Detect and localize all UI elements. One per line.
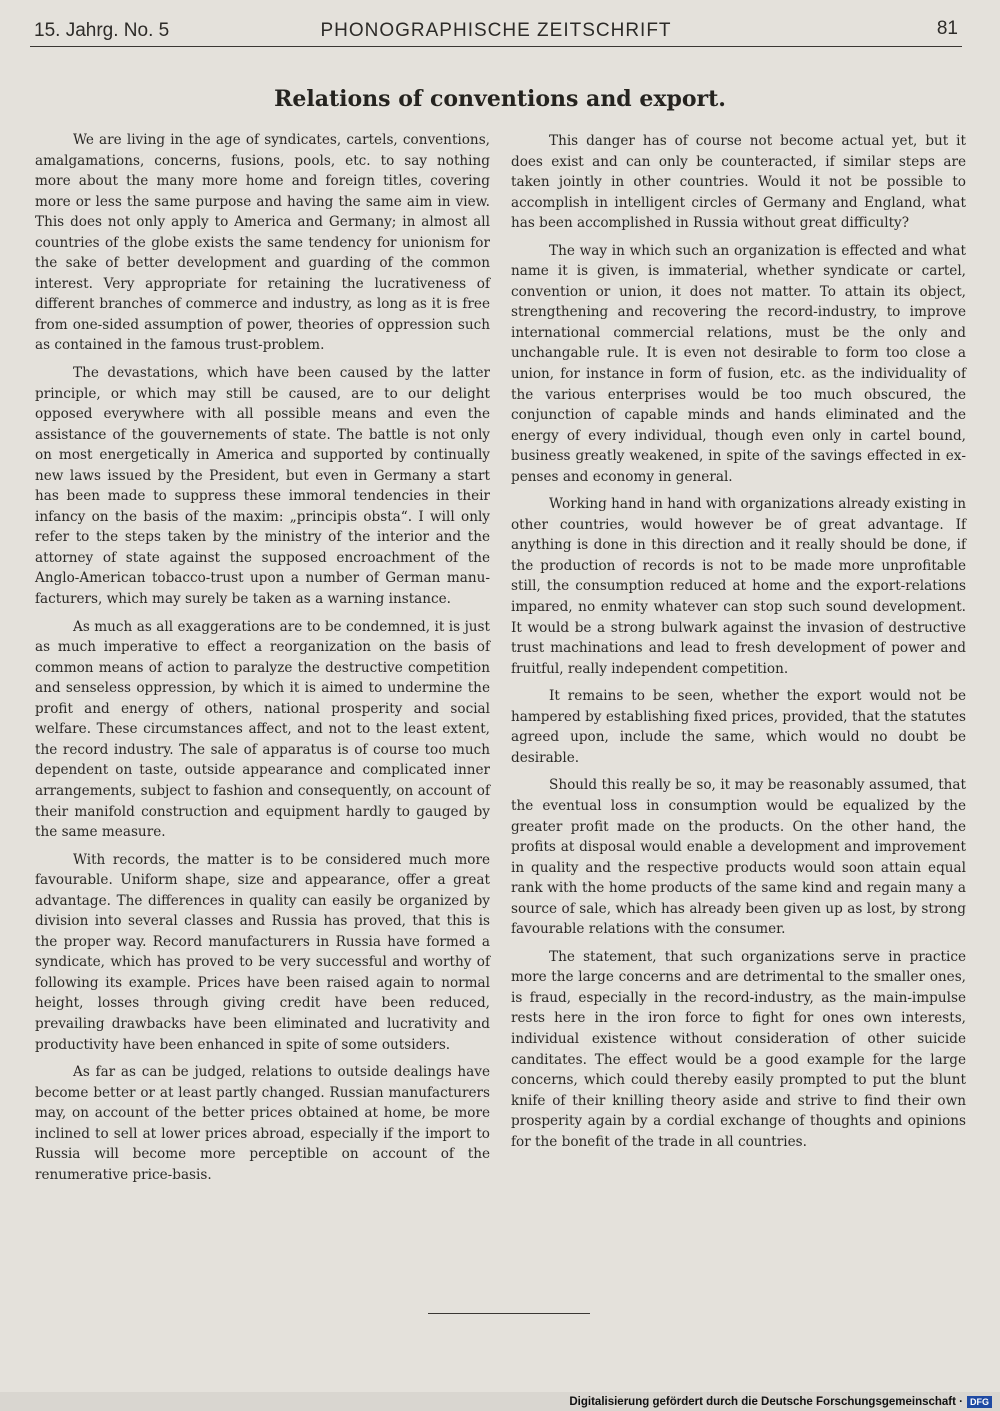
page-header: [30, 18, 962, 47]
page-number: 81: [936, 18, 958, 39]
paragraph: It remains to be seen, whether the export would not be hampered by establishing fixed prices, provided, that the statutes agreed upon, include the same, which would no doubt be desirable.: [511, 688, 966, 766]
paragraph: The way in which such an organization is effected and what name it is given, is immaterial, whether syndicate or cartel, convention or union, it does not matter. To attain its object, strengthening and recovering the record-industry, to improve international commercial relations, must be the only and unchangable rule. It is even not desirable to form too close a union, for instance in form of fusion, etc. as the individuality of the various enterprises would be too much obscured, the conjunction of capable minds and hands eliminated and the energy of every individual, though even only in cartel bound, business greatly weakened, in spite of the savings effected in expenses and economy in general.: [511, 242, 966, 485]
paragraph: This danger has of course not become actual yet, but it does exist and can only be counteracted, if similar steps are taken jointly in other countries. Would it not be possible to accomplish in intelligent circles of Germany and England, what has been accomplished in Russia without great difficulty?: [511, 133, 966, 232]
paragraph: The statement, that such organizations serve in practice more the large concerns and are detrimental to the smaller ones, is fraud, especially in the record-industry, as the main-impulse rests here in the iron force to fight for ones own interests, individual existence without consideration of other suicide canditates. The effect would be a good example for the large concerns, which could thereby easily prompted to put the blunt knife of their knilling theory aside and strive to find their own prosperity again by a cordial exchange of thoughts and opinions for the bonefit of the trade in all countries.: [511, 948, 966, 1150]
paragraph: With records, the matter is to be considered much more favourable. Uniform shape, size and appearance, offer a great advantage. The differences in quality can easily be organized by division into several classes and Russia has proved, that this is the proper way. Record manufacturers in Russia have formed a syndicate, which has proved to be very successful and worthy of following its example. Prices have been raised again to normal height, losses through giving credit have been reduced, prevailing drawbacks have been eliminated and lucrativity and productivity have been enhanced in spite of some outsiders.: [35, 851, 490, 1053]
article-title: Relations of conventions and export.: [274, 86, 726, 112]
paragraph: Working hand in hand with organizations already existing in other countries, would however be of great advantage. If anything is done in this direction and it really should be done, if the production of records is not to be made more unprofitable still, the consumption reduced at home and the export-relations impared, no enmity whatever can stop such sound development. It would be a strong bulwark against the invasion of destructive trust machinations and lead to fresh development of power and fruitful, really independent competition.: [511, 496, 966, 677]
paragraph: As much as all exaggerations are to be condemned, it is just as much imperative to effect a reorganization on the basis of common means of action to paralyze the destructive competition and senseless oppression, by which it is aimed to undermine the profit and energy of others, national prosperity and social welfare. These circumstances affect, and not to the least extent, the record industry. The sale of apparatus is of course too much dependent on taste, outside appearance and complicated inner arrangements, subject to fashion and consequently, on account of their manifold construction and equipment hardly to gauged by the same measure.: [35, 618, 490, 841]
paragraph: As far as can be judged, relations to outside dealings have become better or at least partly changed. Russian manufacturers may, on account of the better prices obtained at home, be more inclined to sell at lower prices abroad, especially if the import to Russia will become more perceptible on account of the renumerative price-basis.: [35, 1064, 490, 1183]
paragraph: We are living in the age of syndicates, cartels, conventions, amalgamations, concerns, fusions, pools, etc. to say nothing more about the many more home and foreign titles, covering more or less the same purpose and having the same aim in view. This does not only apply to America and Germany; in almost all countries of the globe exists the same tendency for unionism for the sake of better development and guarding of the common interest. Very appropriate for retaining the lucrativeness of different branches of commerce and industry, as long as it is free from one-sided assumption of power, theories of oppression such as contained in the famous trust-problem.: [35, 132, 490, 354]
paragraph: The devastations, which have been caused by the latter principle, or which may still be caused, are to our delight opposed everywhere with all possible means and even the assistance of the gouvernements of state. The battle is not only on most energetically in America and supported by continually new laws issued by the President, but even in Germany a start has been made to suppress these immoral tendencies in their infancy on the basis of the maxim: „principis obsta“. I will only refer to the steps taken by the ministry of the interior and the attorney of state against the supposed encroachment of the Anglo-American tobacco-trust upon a number of German manufacturers, which may surely be taken as a warning instance.: [35, 365, 490, 608]
digitization-credit: [569, 1396, 992, 1408]
journal-title: PHONOGRAPHISCHE ZEITSCHRIFT: [320, 20, 672, 41]
right-column: [511, 131, 966, 1159]
credit-text: Digitalisierung gefördert durch die Deutsche Forschungsgemeinschaft ·: [569, 1396, 963, 1408]
left-column: [35, 130, 490, 1192]
end-rule: [428, 1313, 590, 1314]
paragraph: Should this really be so, it may be reasonably assumed, that the eventual loss in consumption would be equalized by the greater profit made on the products. On the other hand, the profits at disposal would enable a development and improvement in quality and the respective products would soon attain equal rank with the home products of the same kind and regain many a source of sale, which has already been given up as lost, by strong favourable relations with the consumer.: [511, 777, 966, 938]
issue-label: 15. Jahrg. No. 5: [34, 20, 170, 41]
dfg-logo: DFG: [967, 1396, 992, 1408]
